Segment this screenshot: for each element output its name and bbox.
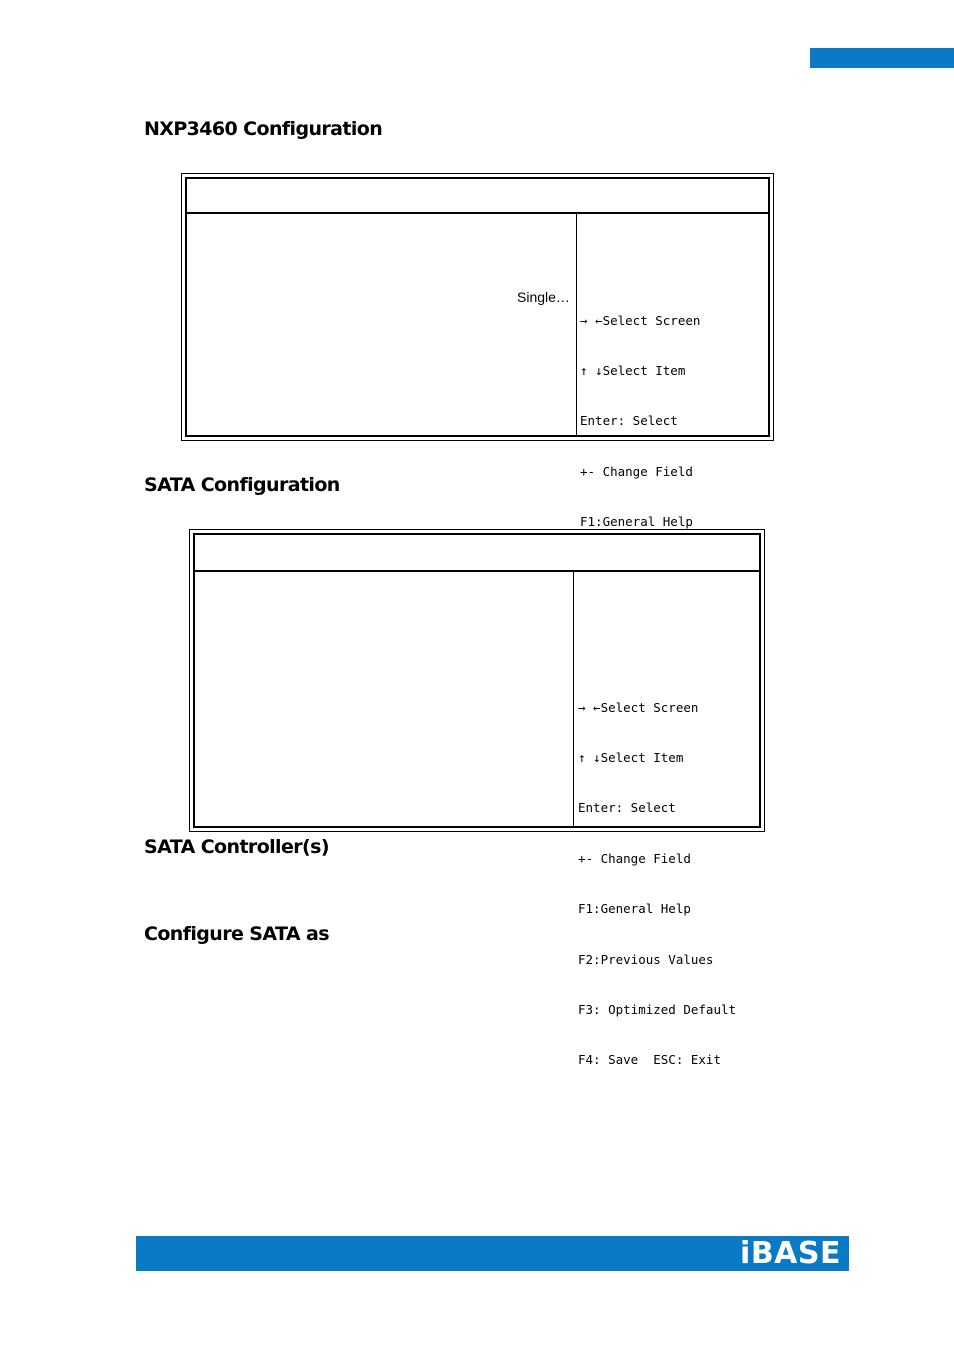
help-line: F1:General Help <box>580 514 693 530</box>
help-line: Enter: Select <box>578 800 676 816</box>
help-line: → ←Select Screen <box>578 699 699 715</box>
help-line: ↑ ↓Select Item <box>580 362 686 378</box>
bios-option-value[interactable]: Single… <box>517 289 570 305</box>
bios-title-bar <box>187 179 768 214</box>
help-line: +- Change Field <box>578 850 691 866</box>
bios-pane-divider <box>573 572 574 826</box>
bios-title-bar <box>195 535 759 572</box>
header-tab <box>810 48 954 68</box>
bios-help-list <box>578 666 736 1103</box>
help-line: F3: Optimized Default <box>578 1001 737 1017</box>
section-title-configure-sata-as: Configure SATA as <box>144 923 329 945</box>
help-line: F4: Save ESC: Exit <box>578 1052 721 1068</box>
ibase-logo: iBASE <box>740 1236 841 1271</box>
help-line: F2:Previous Values <box>578 951 714 967</box>
help-line: ↑ ↓Select Item <box>578 749 684 765</box>
section-title-sata-configuration: SATA Configuration <box>144 474 340 496</box>
footer-bar <box>136 1236 849 1271</box>
section-title-sata-controllers: SATA Controller(s) <box>144 836 329 858</box>
help-line: F1:General Help <box>578 901 691 917</box>
help-line: +- Change Field <box>580 463 693 479</box>
bios-pane-divider <box>576 214 577 435</box>
help-line: → ←Select Screen <box>580 312 701 328</box>
section-title-nxp3460: NXP3460 Configuration <box>144 118 383 140</box>
help-line: Enter: Select <box>580 413 678 429</box>
